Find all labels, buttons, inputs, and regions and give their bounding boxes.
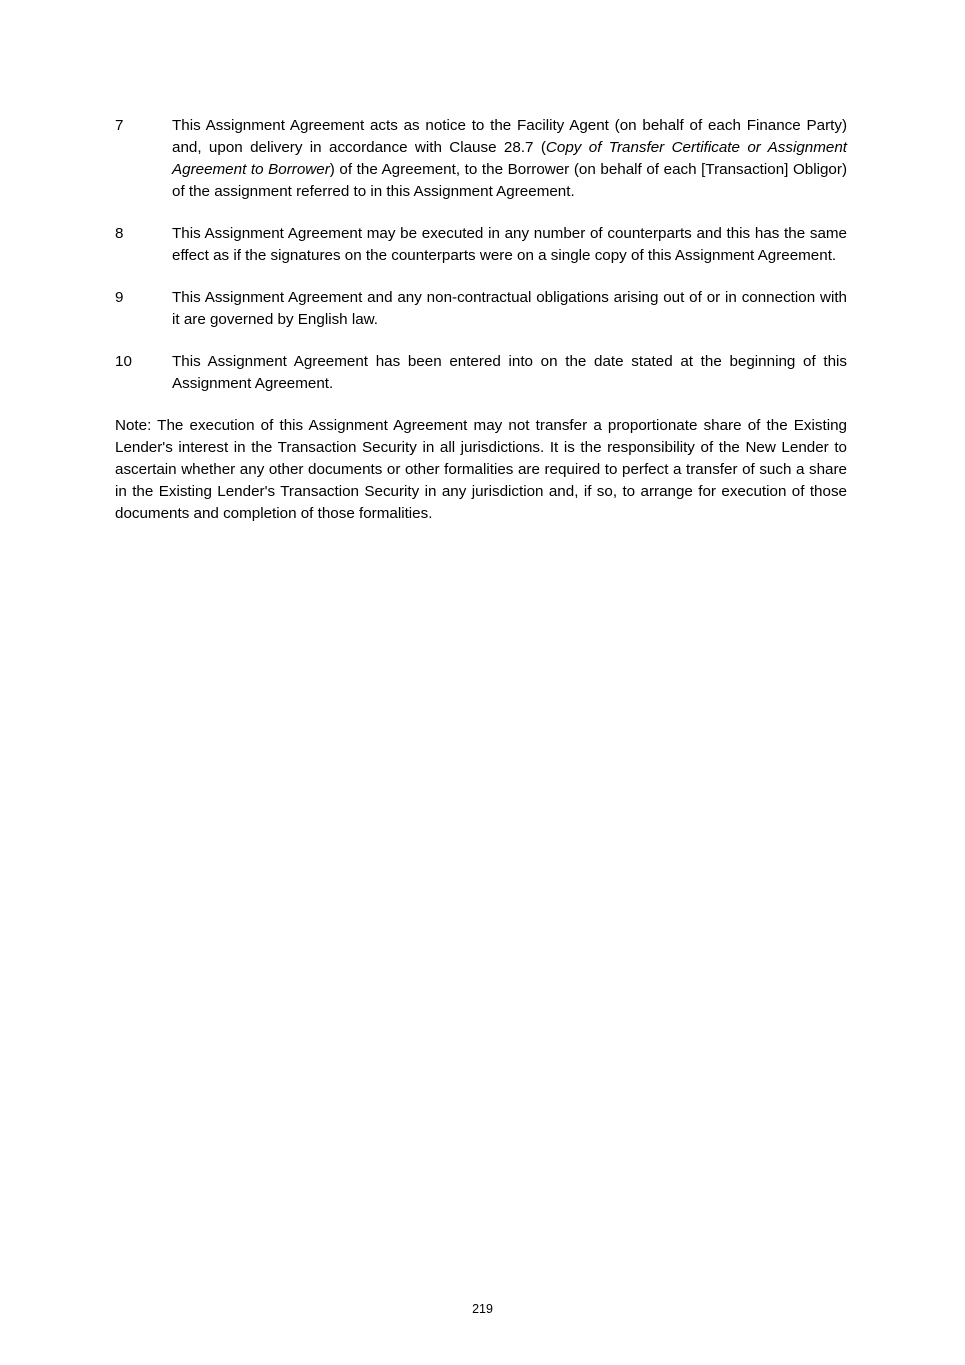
clause-text-part: ) of the Agreement, to the Borrower (on behalf of each [Transaction] Obligor) of the assignment referred to in this Assignment Agreement. — [172, 161, 847, 200]
clause-text — [172, 115, 847, 203]
clause-text: This Assignment Agreement and any non-contractual obligations arising out of or in connection with it are governed by English law. — [172, 289, 847, 328]
clause-text: This Assignment Agreement may be executed in any number of counterparts and this has the same effect as if the signatures on the counterparts were on a single copy of this Assignment Agreement. — [172, 225, 847, 264]
document-body — [115, 115, 847, 540]
clause-number: 8 — [115, 225, 124, 242]
clause-7 — [115, 115, 847, 203]
clause-9 — [115, 287, 847, 331]
clause-10 — [115, 351, 847, 395]
clause-reference-title: Copy of Transfer Certificate or Assignment Agreement to Borrower — [172, 139, 847, 178]
page-number: 219 — [472, 1302, 493, 1316]
clause-number: 9 — [115, 289, 124, 306]
clause-text: This Assignment Agreement has been entered into on the date stated at the beginning of this Assignment Agreement. — [172, 353, 847, 392]
clause-number: 7 — [115, 117, 124, 134]
execution-note: Note: The execution of this Assignment Agreement may not transfer a proportionate share of the Existing Lender's interest in the Transaction Security in all jurisdictions. It is the responsibility of the New Lender to ascertain whether any other documents or other formalities are required to perfect a transfer of such a share in the Existing Lender's Transaction Security in any jurisdiction and, if so, to arrange for execution of those documents and completion of those formalities. — [115, 417, 847, 522]
clause-8 — [115, 223, 847, 267]
clause-text-part: This Assignment Agreement acts as notice to the Facility Agent (on behalf of each Finance Party) and, upon delivery in accordance with Clause 28.7 ( — [172, 117, 847, 156]
clause-number: 10 — [115, 353, 132, 370]
